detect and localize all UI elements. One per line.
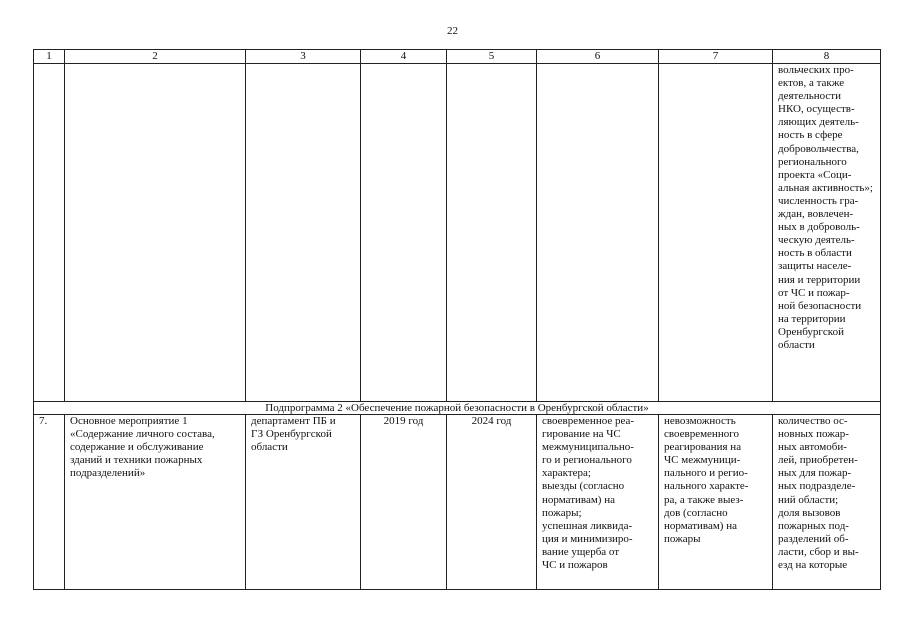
cell-indicators: количество ос- новных пожар- ных автомоби- лей, приобретен- ных для пожар- ных подразделе- ний области; доля вызовов пожарных под- разделений об- ласти, сбор и вы- езд на которые — [773, 415, 881, 590]
column-number-8: 8 — [773, 50, 881, 64]
cell-empty — [659, 64, 773, 402]
cell-indicators-continued: вольческих про- ектов, а также деятельности НКО, осуществ- ляющих деятель- ность в сфере добровольчества, регионального проекта «Соци- альная активность»; численность гра- ждан, вовлечен- ных в доброволь- ческую деятель- ность в области защиты населе- ния и территории от ЧС и пожар- ной безопасности на территории Оренбургской области — [773, 64, 881, 402]
subprogram-title: Подпрограмма 2 «Обеспечение пожарной безопасности в Оренбургской области» — [34, 402, 881, 415]
section-title-row — [34, 402, 881, 415]
cell-empty — [361, 64, 447, 402]
column-number-6: 6 — [537, 50, 659, 64]
table-header-row — [34, 50, 881, 64]
page-number: 22 — [447, 25, 458, 37]
cell-empty — [537, 64, 659, 402]
cell-empty — [65, 64, 246, 402]
cell-end-year: 2024 год — [447, 415, 537, 590]
cell-empty — [246, 64, 361, 402]
column-number-3: 3 — [246, 50, 361, 64]
table-row — [34, 415, 881, 590]
column-number-7: 7 — [659, 50, 773, 64]
document-table — [33, 49, 881, 590]
cell-activity-name: Основное мероприятие 1 «Содержание личного состава, содержание и обслуживание зданий и техники пожарных подразделений» — [65, 415, 246, 590]
column-number-1: 1 — [34, 50, 65, 64]
table-row-continuation — [34, 64, 881, 402]
column-number-5: 5 — [447, 50, 537, 64]
column-number-2: 2 — [65, 50, 246, 64]
cell-start-year: 2019 год — [361, 415, 447, 590]
cell-empty — [34, 64, 65, 402]
cell-empty — [447, 64, 537, 402]
cell-responsible: департамент ПБ и ГЗ Оренбургской области — [246, 415, 361, 590]
column-number-4: 4 — [361, 50, 447, 64]
cell-expected-result: своевременное реа- гирование на ЧС межмуниципально- го и регионального характера; выезды (согласно нормативам) на пожары; успешная ликвида- ция и минимизиро- вание ущерба от ЧС и пожаров — [537, 415, 659, 590]
cell-consequences: невозможность своевременного реагирования на ЧС межмуници- пального и регио- нального характе- ра, а также выез- дов (согласно нормативам) на пожары — [659, 415, 773, 590]
row-number: 7. — [34, 415, 65, 590]
